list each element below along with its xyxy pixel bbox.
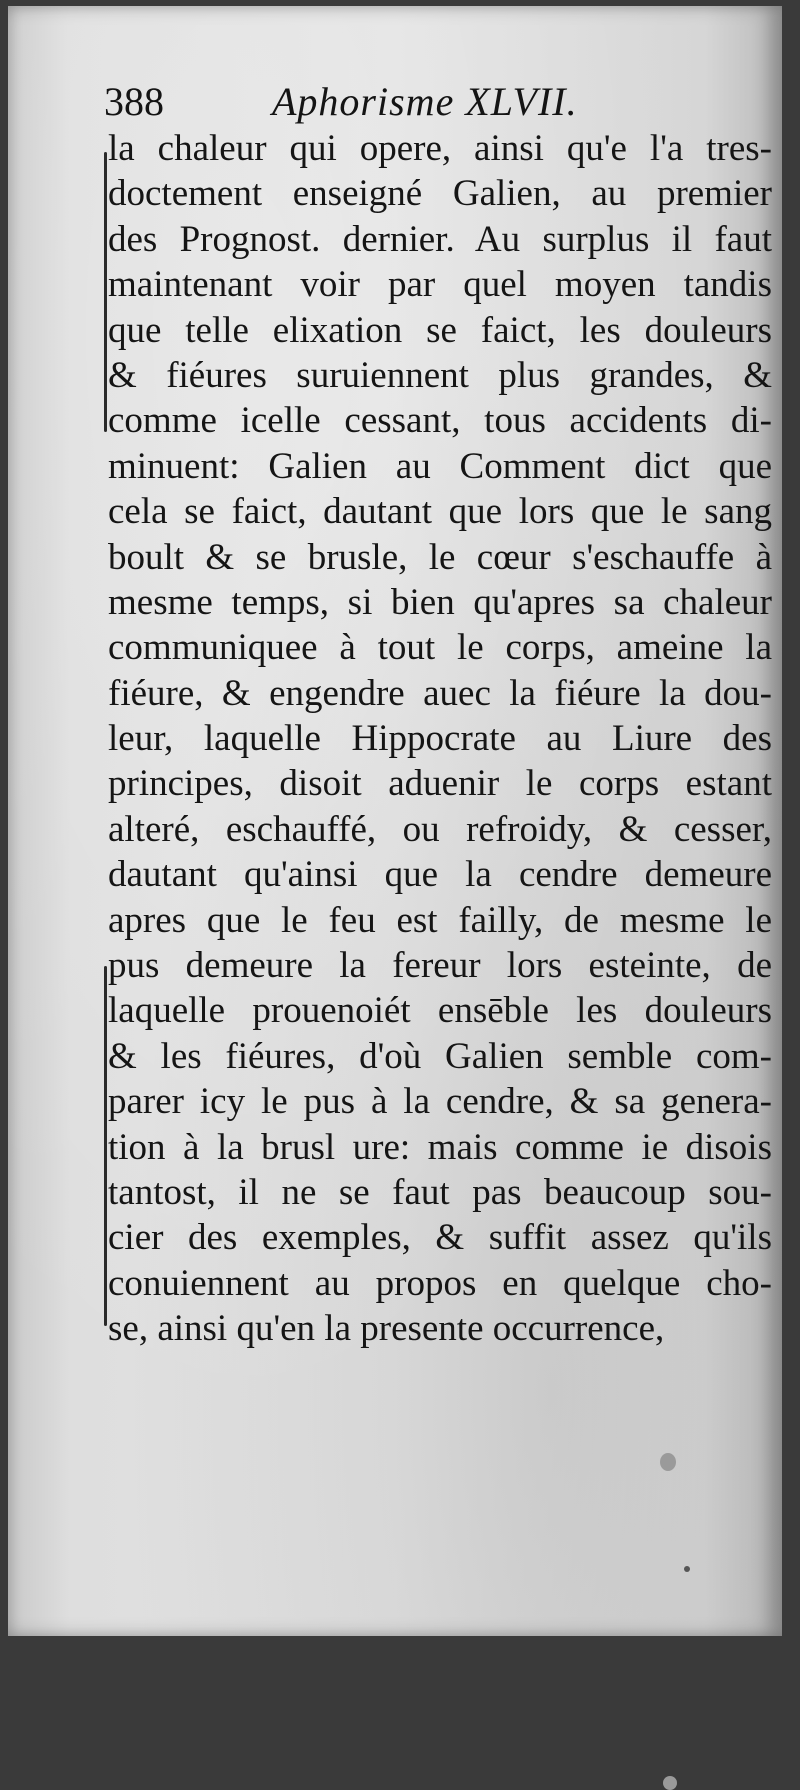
text-line: apres que le feu est failly, de mesme le: [108, 899, 772, 941]
text-line: fiéure, & engendre auec la fiéure la dou-: [108, 672, 772, 714]
text-line: tantost, il ne se faut pas beaucoup sou-: [108, 1171, 772, 1213]
text-line: comme icelle cessant, tous accidents di-: [108, 400, 772, 442]
text-line: des Prognost. dernier. Au surplus il faut: [108, 218, 772, 260]
text-line: cier des exemples, & suffit assez qu'ils: [108, 1217, 772, 1259]
text-line: doctement enseigné Galien, au premier: [108, 173, 772, 215]
text-line: & fiéures suruiennent plus grandes, &: [108, 354, 772, 396]
text-line: principes, disoit aduenir le corps estant: [108, 763, 772, 805]
text-line: & les fiéures, d'où Galien semble com-: [108, 1035, 772, 1077]
text-line: pus demeure la fereur lors esteinte, de: [108, 945, 772, 987]
text-line: laquelle prouenoiét ensēble les douleurs: [108, 990, 772, 1032]
paper-speck: [684, 1566, 690, 1572]
text-line: communiquee à tout le corps, ameine la: [108, 627, 772, 669]
text-line: leur, laquelle Hippocrate au Liure des: [108, 718, 772, 760]
text-line: tion à la brusl ure: mais comme ie disois: [108, 1126, 772, 1168]
paper-speck: [663, 1776, 677, 1790]
running-title: Aphorisme XLVII.: [272, 79, 578, 124]
book-page: [8, 6, 782, 1636]
text-line: minuent: Galien au Comment dict que: [108, 445, 772, 487]
margin-rule-mark: [104, 966, 107, 1326]
text-line: alteré, eschauffé, ou refroidy, & cesser,: [108, 808, 772, 850]
text-line: cela se faict, dautant que lors que le sang: [108, 491, 772, 533]
page-number: 388: [104, 79, 164, 124]
text-line: boult & se brusle, le cœur s'eschauffe à: [108, 536, 772, 578]
text-line: dautant qu'ainsi que la cendre demeure: [108, 854, 772, 896]
text-line: se, ainsi qu'en la presente occurrence,: [108, 1308, 665, 1350]
text-line: maintenant voir par quel moyen tandis: [108, 264, 772, 306]
text-line: parer icy le pus à la cendre, & sa genera-: [108, 1081, 772, 1123]
paper-speck: [660, 1453, 676, 1471]
margin-rule-mark: [104, 152, 107, 432]
text-line: conuiennent au propos en quelque cho-: [108, 1262, 772, 1304]
text-line: la chaleur qui opere, ainsi qu'e l'a tres-: [108, 128, 772, 169]
body-text: [108, 126, 772, 1352]
text-line: que telle elixation se faict, les douleurs: [108, 309, 772, 351]
text-line: mesme temps, si bien qu'apres sa chaleur: [108, 581, 772, 623]
